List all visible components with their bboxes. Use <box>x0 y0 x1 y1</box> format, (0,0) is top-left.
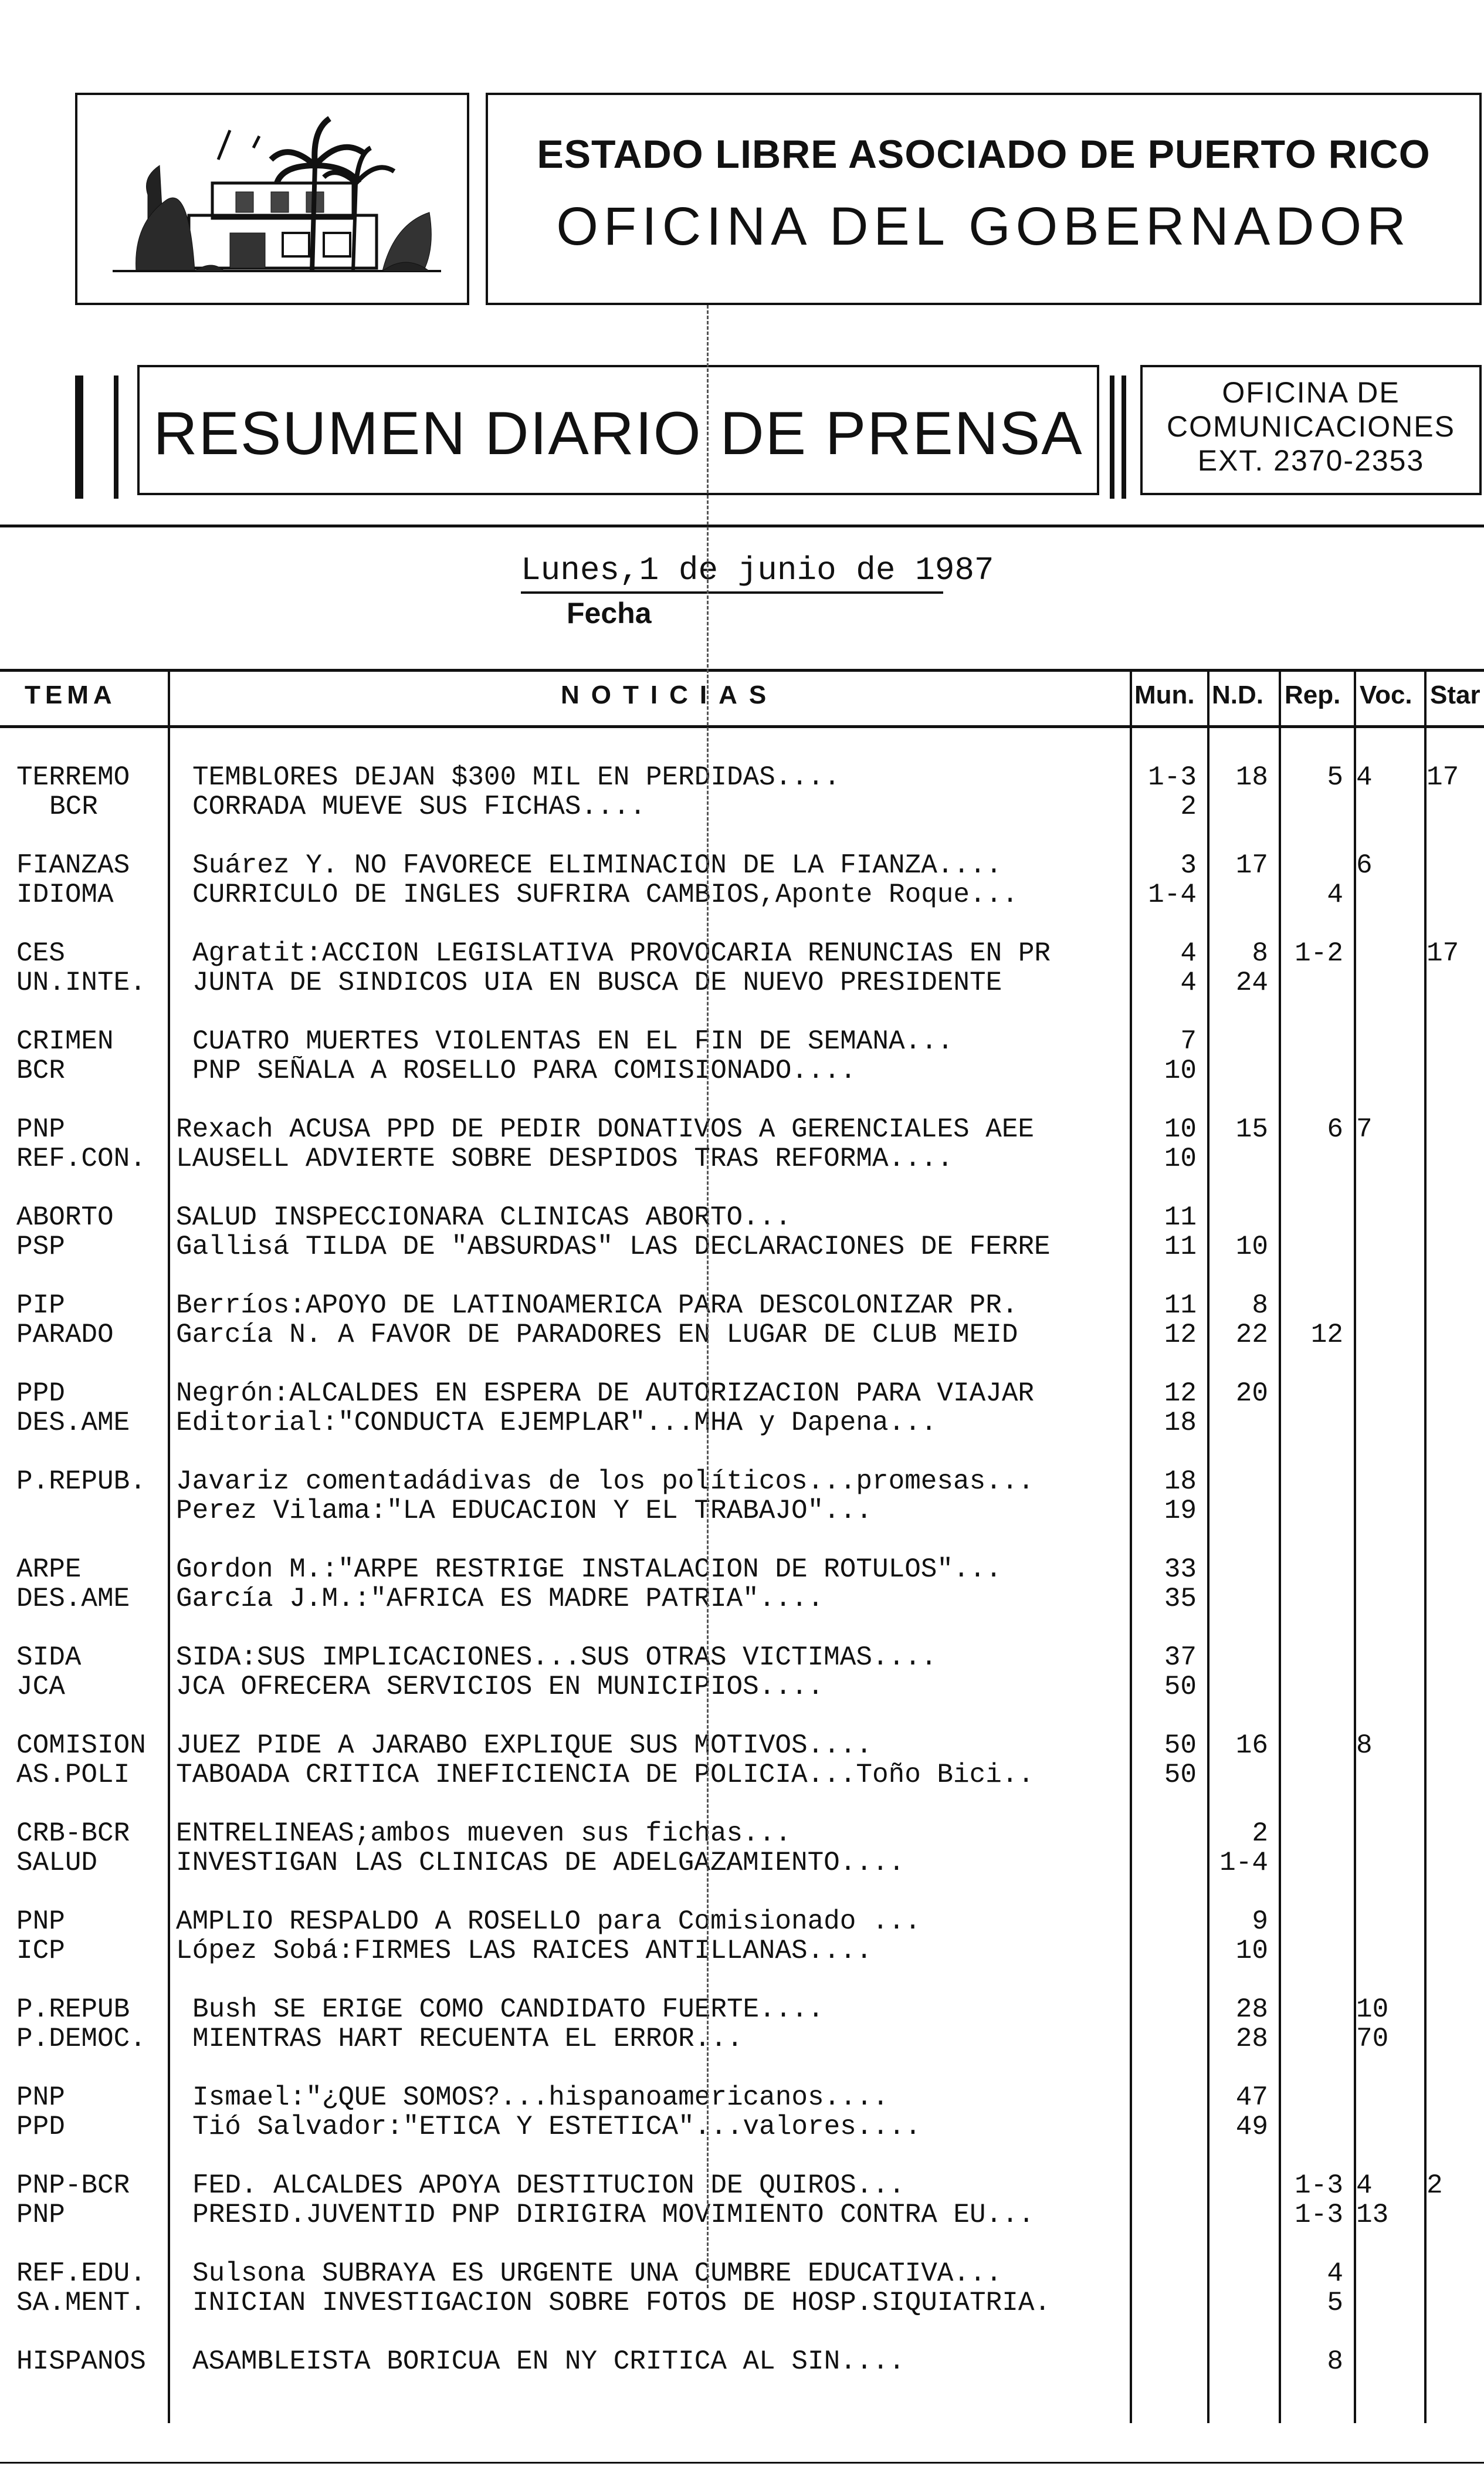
cell-noticia: Bush SE ERIGE COMO CANDIDATO FUERTE.... <box>192 1995 824 2024</box>
date-underline <box>521 591 943 594</box>
cell-tema: ABORTO <box>16 1203 114 1232</box>
cell-mun: 50 <box>1164 1672 1197 1701</box>
cell-mun: 11 <box>1164 1232 1197 1261</box>
cell-nd: 18 <box>1235 763 1268 792</box>
cell-tema: PNP-BCR <box>16 2171 130 2200</box>
cell-mun: 4 <box>1180 939 1197 968</box>
cell-noticia: PNP SEÑALA A ROSELLO PARA COMISIONADO.... <box>192 1056 856 1085</box>
office-extension: EXT. 2370-2353 <box>1197 444 1425 477</box>
cell-nd: 10 <box>1235 1936 1268 1965</box>
cell-tema: DES.AME <box>16 1408 130 1437</box>
cell-mun: 18 <box>1164 1467 1197 1496</box>
cell-nd: 20 <box>1235 1379 1268 1408</box>
cell-voc: 13 <box>1356 2200 1389 2230</box>
cell-noticia: ENTRELINEAS;ambos mueven sus fichas... <box>176 1819 791 1848</box>
report-title: RESUMEN DIARIO DE PRENSA <box>153 400 1083 468</box>
government-title: ESTADO LIBRE ASOCIADO DE PUERTO RICO <box>537 132 1431 177</box>
cell-nd: 8 <box>1252 1291 1268 1320</box>
cell-mun: 12 <box>1164 1379 1197 1408</box>
office-line-1: OFICINA DE <box>1222 376 1400 409</box>
cell-noticia: INVESTIGAN LAS CLINICAS DE ADELGAZAMIENTO.... <box>176 1848 905 1877</box>
cell-tema: PNP <box>16 1115 65 1144</box>
cell-noticia: AMPLIO RESPALDO A ROSELLO para Comisionado ... <box>176 1907 921 1936</box>
table-header-border <box>0 725 1484 728</box>
cell-mun: 2 <box>1180 792 1197 821</box>
cell-noticia: Editorial:"CONDUCTA EJEMPLAR"...MHA y Dapena... <box>176 1408 937 1437</box>
governor-office-logo <box>75 93 469 305</box>
cell-tema: JCA <box>16 1672 65 1701</box>
cell-noticia: Suárez Y. NO FAVORECE ELIMINACION DE LA FIANZA.... <box>192 851 1002 880</box>
cell-noticia: JUEZ PIDE A JARABO EXPLIQUE SUS MOTIVOS.... <box>176 1731 872 1760</box>
cell-mun: 33 <box>1164 1555 1197 1584</box>
cell-noticia: Tió Salvador:"ETICA Y ESTETICA"...valores.... <box>192 2112 921 2141</box>
cell-tema: COMISION <box>16 1731 146 1760</box>
cell-rep: 5 <box>1327 763 1343 792</box>
cell-noticia: TABOADA CRITICA INEFICIENCIA DE POLICIA...Toño Bici.. <box>176 1760 1035 1789</box>
cell-mun: 18 <box>1164 1408 1197 1437</box>
cell-rep: 4 <box>1327 880 1343 909</box>
cell-noticia: TEMBLORES DEJAN $300 MIL EN PERDIDAS.... <box>192 763 841 792</box>
cell-nd: 47 <box>1235 2083 1268 2112</box>
cell-noticia: Gallisá TILDA DE "ABSURDAS" LAS DECLARACIONES DE FERRE <box>176 1232 1051 1261</box>
cell-sta: 2 <box>1427 2171 1443 2200</box>
cell-noticia: López Sobá:FIRMES LAS RAICES ANTILLANAS.... <box>176 1936 872 1965</box>
cell-tema: SALUD <box>16 1848 98 1877</box>
fold-line <box>707 305 709 2288</box>
cell-mun: 11 <box>1164 1203 1197 1232</box>
cell-noticia: García J.M.:"AFRICA ES MADRE PATRIA".... <box>176 1584 824 1613</box>
cell-noticia: Javariz comentadádivas de los políticos...promesas... <box>176 1467 1035 1496</box>
cell-rep: 8 <box>1327 2347 1343 2376</box>
cell-sta: 17 <box>1427 939 1459 968</box>
cell-voc: 70 <box>1356 2024 1389 2053</box>
column-divider <box>1354 669 1356 2423</box>
cell-tema: SIDA <box>16 1643 82 1672</box>
table-top-border <box>0 669 1484 672</box>
cell-noticia: Ismael:"¿QUE SOMOS?...hispanoamericanos.... <box>192 2083 889 2112</box>
header-mun: Mun. <box>1134 681 1195 709</box>
header-star: Star <box>1430 681 1480 709</box>
cell-tema: PSP <box>16 1232 65 1261</box>
cell-tema: REF.CON. <box>16 1144 146 1173</box>
cell-mun: 4 <box>1180 968 1197 997</box>
cell-mun: 50 <box>1164 1760 1197 1789</box>
header-nd: N.D. <box>1212 681 1263 709</box>
cell-rep: 12 <box>1310 1320 1343 1349</box>
header-noticias: NOTICIAS <box>561 681 778 709</box>
column-divider <box>1424 669 1427 2423</box>
cell-mun: 10 <box>1164 1115 1197 1144</box>
office-title: OFICINA DEL GOBERNADOR <box>556 197 1411 256</box>
cell-mun: 50 <box>1164 1731 1197 1760</box>
cell-nd: 28 <box>1235 1995 1268 2024</box>
mansion-illustration-icon <box>77 95 467 303</box>
cell-nd: 49 <box>1235 2112 1268 2141</box>
communications-office-box <box>1140 365 1482 495</box>
cell-noticia: JUNTA DE SINDICOS UIA EN BUSCA DE NUEVO PRESIDENTE <box>192 968 1002 997</box>
column-divider <box>1207 669 1209 2423</box>
cell-tema: P.REPUB. <box>16 1467 146 1496</box>
cell-noticia: SIDA:SUS IMPLICACIONES...SUS OTRAS VICTIMAS.... <box>176 1643 937 1672</box>
cell-mun: 10 <box>1164 1056 1197 1085</box>
cell-noticia: JCA OFRECERA SERVICIOS EN MUNICIPIOS.... <box>176 1672 824 1701</box>
cell-noticia: SALUD INSPECCIONARA CLINICAS ABORTO... <box>176 1203 791 1232</box>
cell-tema: CRIMEN <box>16 1027 114 1056</box>
header-rep: Rep. <box>1285 681 1341 709</box>
cell-nd: 24 <box>1235 968 1268 997</box>
cell-noticia: CURRICULO DE INGLES SUFRIRA CAMBIOS,Aponte Roque... <box>192 880 1018 909</box>
cell-noticia: PRESID.JUVENTID PNP DIRIGIRA MOVIMIENTO CONTRA EU... <box>192 2200 1035 2230</box>
cell-noticia: MIENTRAS HART RECUENTA EL ERROR... <box>192 2024 743 2053</box>
cell-mun: 10 <box>1164 1144 1197 1173</box>
cell-voc: 6 <box>1356 851 1373 880</box>
report-date: Lunes,1 de junio de 1987 <box>521 552 994 589</box>
cell-noticia: CUATRO MUERTES VIOLENTAS EN EL FIN DE SEMANA... <box>192 1027 954 1056</box>
header-voc: Voc. <box>1360 681 1412 709</box>
cell-voc: 4 <box>1356 2171 1373 2200</box>
cell-mun: 37 <box>1164 1643 1197 1672</box>
header-tema: TEMA <box>25 681 117 709</box>
cell-tema: DES.AME <box>16 1584 130 1613</box>
column-divider <box>1279 669 1281 2423</box>
cell-tema: CRB-BCR <box>16 1819 130 1848</box>
cell-tema: IDIOMA <box>16 880 114 909</box>
cell-tema: PNP <box>16 2083 65 2112</box>
cell-nd: 10 <box>1235 1232 1268 1261</box>
header-divider <box>0 525 1484 527</box>
cell-sta: 17 <box>1427 763 1459 792</box>
cell-rep: 1-3 <box>1295 2200 1343 2230</box>
header-title-box <box>486 93 1482 305</box>
cell-rep: 4 <box>1327 2259 1343 2288</box>
cell-voc: 8 <box>1356 1731 1373 1760</box>
cell-tema: P.DEMOC. <box>16 2024 146 2053</box>
cell-noticia: Sulsona SUBRAYA ES URGENTE UNA CUMBRE EDUCATIVA... <box>192 2259 1002 2288</box>
cell-tema: ICP <box>16 1936 65 1965</box>
column-divider <box>1130 669 1132 2423</box>
cell-noticia: García N. A FAVOR DE PARADORES EN LUGAR DE CLUB MEID <box>176 1320 1018 1349</box>
cell-mun: 35 <box>1164 1584 1197 1613</box>
cell-tema: TERREMO <box>16 763 130 792</box>
cell-tema: SA.MENT. <box>16 2288 146 2318</box>
cell-tema: P.REPUB <box>16 1995 130 2024</box>
cell-rep: 5 <box>1327 2288 1343 2318</box>
decorative-bar <box>75 375 83 499</box>
cell-nd: 2 <box>1252 1819 1268 1848</box>
cell-mun: 1-3 <box>1148 763 1197 792</box>
cell-voc: 10 <box>1356 1995 1389 2024</box>
cell-tema: AS.POLI <box>16 1760 130 1789</box>
cell-mun: 7 <box>1180 1027 1197 1056</box>
cell-nd: 16 <box>1235 1731 1268 1760</box>
column-divider <box>168 669 170 2423</box>
page-bottom-rule <box>0 2462 1484 2464</box>
date-label: Fecha <box>567 597 652 630</box>
cell-tema: CES <box>16 939 65 968</box>
cell-tema: UN.INTE. <box>16 968 146 997</box>
decorative-bar <box>114 375 118 499</box>
cell-nd: 8 <box>1252 939 1268 968</box>
cell-rep: 1-3 <box>1295 2171 1343 2200</box>
decorative-bar <box>1110 375 1114 499</box>
cell-tema: ARPE <box>16 1555 82 1584</box>
cell-tema: PPD <box>16 1379 65 1408</box>
cell-nd: 15 <box>1235 1115 1268 1144</box>
cell-nd: 22 <box>1235 1320 1268 1349</box>
report-title-box <box>137 365 1099 495</box>
cell-mun: 11 <box>1164 1291 1197 1320</box>
cell-voc: 4 <box>1356 763 1373 792</box>
decorative-bar <box>1122 375 1126 499</box>
cell-noticia: Gordon M.:"ARPE RESTRIGE INSTALACION DE ROTULOS"... <box>176 1555 1002 1584</box>
cell-mun: 19 <box>1164 1496 1197 1525</box>
cell-tema: FIANZAS <box>16 851 130 880</box>
cell-tema: PIP <box>16 1291 65 1320</box>
cell-tema: PARADO <box>16 1320 114 1349</box>
cell-nd: 17 <box>1235 851 1268 880</box>
cell-noticia: Negrón:ALCALDES EN ESPERA DE AUTORIZACION PARA VIAJAR <box>176 1379 1035 1408</box>
cell-noticia: Agratit:ACCION LEGISLATIVA PROVOCARIA RENUNCIAS EN PR <box>192 939 1051 968</box>
cell-tema: BCR <box>49 792 98 821</box>
cell-tema: PNP <box>16 1907 65 1936</box>
cell-noticia: Berríos:APOYO DE LATINOAMERICA PARA DESCOLONIZAR PR. <box>176 1291 1018 1320</box>
cell-noticia: FED. ALCALDES APOYA DESTITUCION DE QUIROS... <box>192 2171 905 2200</box>
cell-rep: 1-2 <box>1295 939 1343 968</box>
cell-rep: 6 <box>1327 1115 1343 1144</box>
cell-tema: HISPANOS <box>16 2347 146 2376</box>
cell-voc: 7 <box>1356 1115 1373 1144</box>
cell-tema: PNP <box>16 2200 65 2230</box>
cell-tema: REF.EDU. <box>16 2259 146 2288</box>
cell-mun: 1-4 <box>1148 880 1197 909</box>
office-line-2: COMUNICACIONES <box>1167 410 1455 443</box>
cell-noticia: CORRADA MUEVE SUS FICHAS.... <box>192 792 646 821</box>
cell-nd: 9 <box>1252 1907 1268 1936</box>
cell-noticia: INICIAN INVESTIGACION SOBRE FOTOS DE HOSP.SIQUIATRIA. <box>192 2288 1051 2318</box>
cell-nd: 28 <box>1235 2024 1268 2053</box>
cell-noticia: ASAMBLEISTA BORICUA EN NY CRITICA AL SIN.... <box>192 2347 905 2376</box>
cell-mun: 12 <box>1164 1320 1197 1349</box>
cell-nd: 1-4 <box>1219 1848 1268 1877</box>
cell-noticia: Perez Vilama:"LA EDUCACION Y EL TRABAJO"... <box>176 1496 872 1525</box>
cell-tema: BCR <box>16 1056 65 1085</box>
cell-noticia: LAUSELL ADVIERTE SOBRE DESPIDOS TRAS REFORMA.... <box>176 1144 954 1173</box>
cell-noticia: Rexach ACUSA PPD DE PEDIR DONATIVOS A GERENCIALES AEE <box>176 1115 1035 1144</box>
cell-mun: 3 <box>1180 851 1197 880</box>
cell-tema: PPD <box>16 2112 65 2141</box>
